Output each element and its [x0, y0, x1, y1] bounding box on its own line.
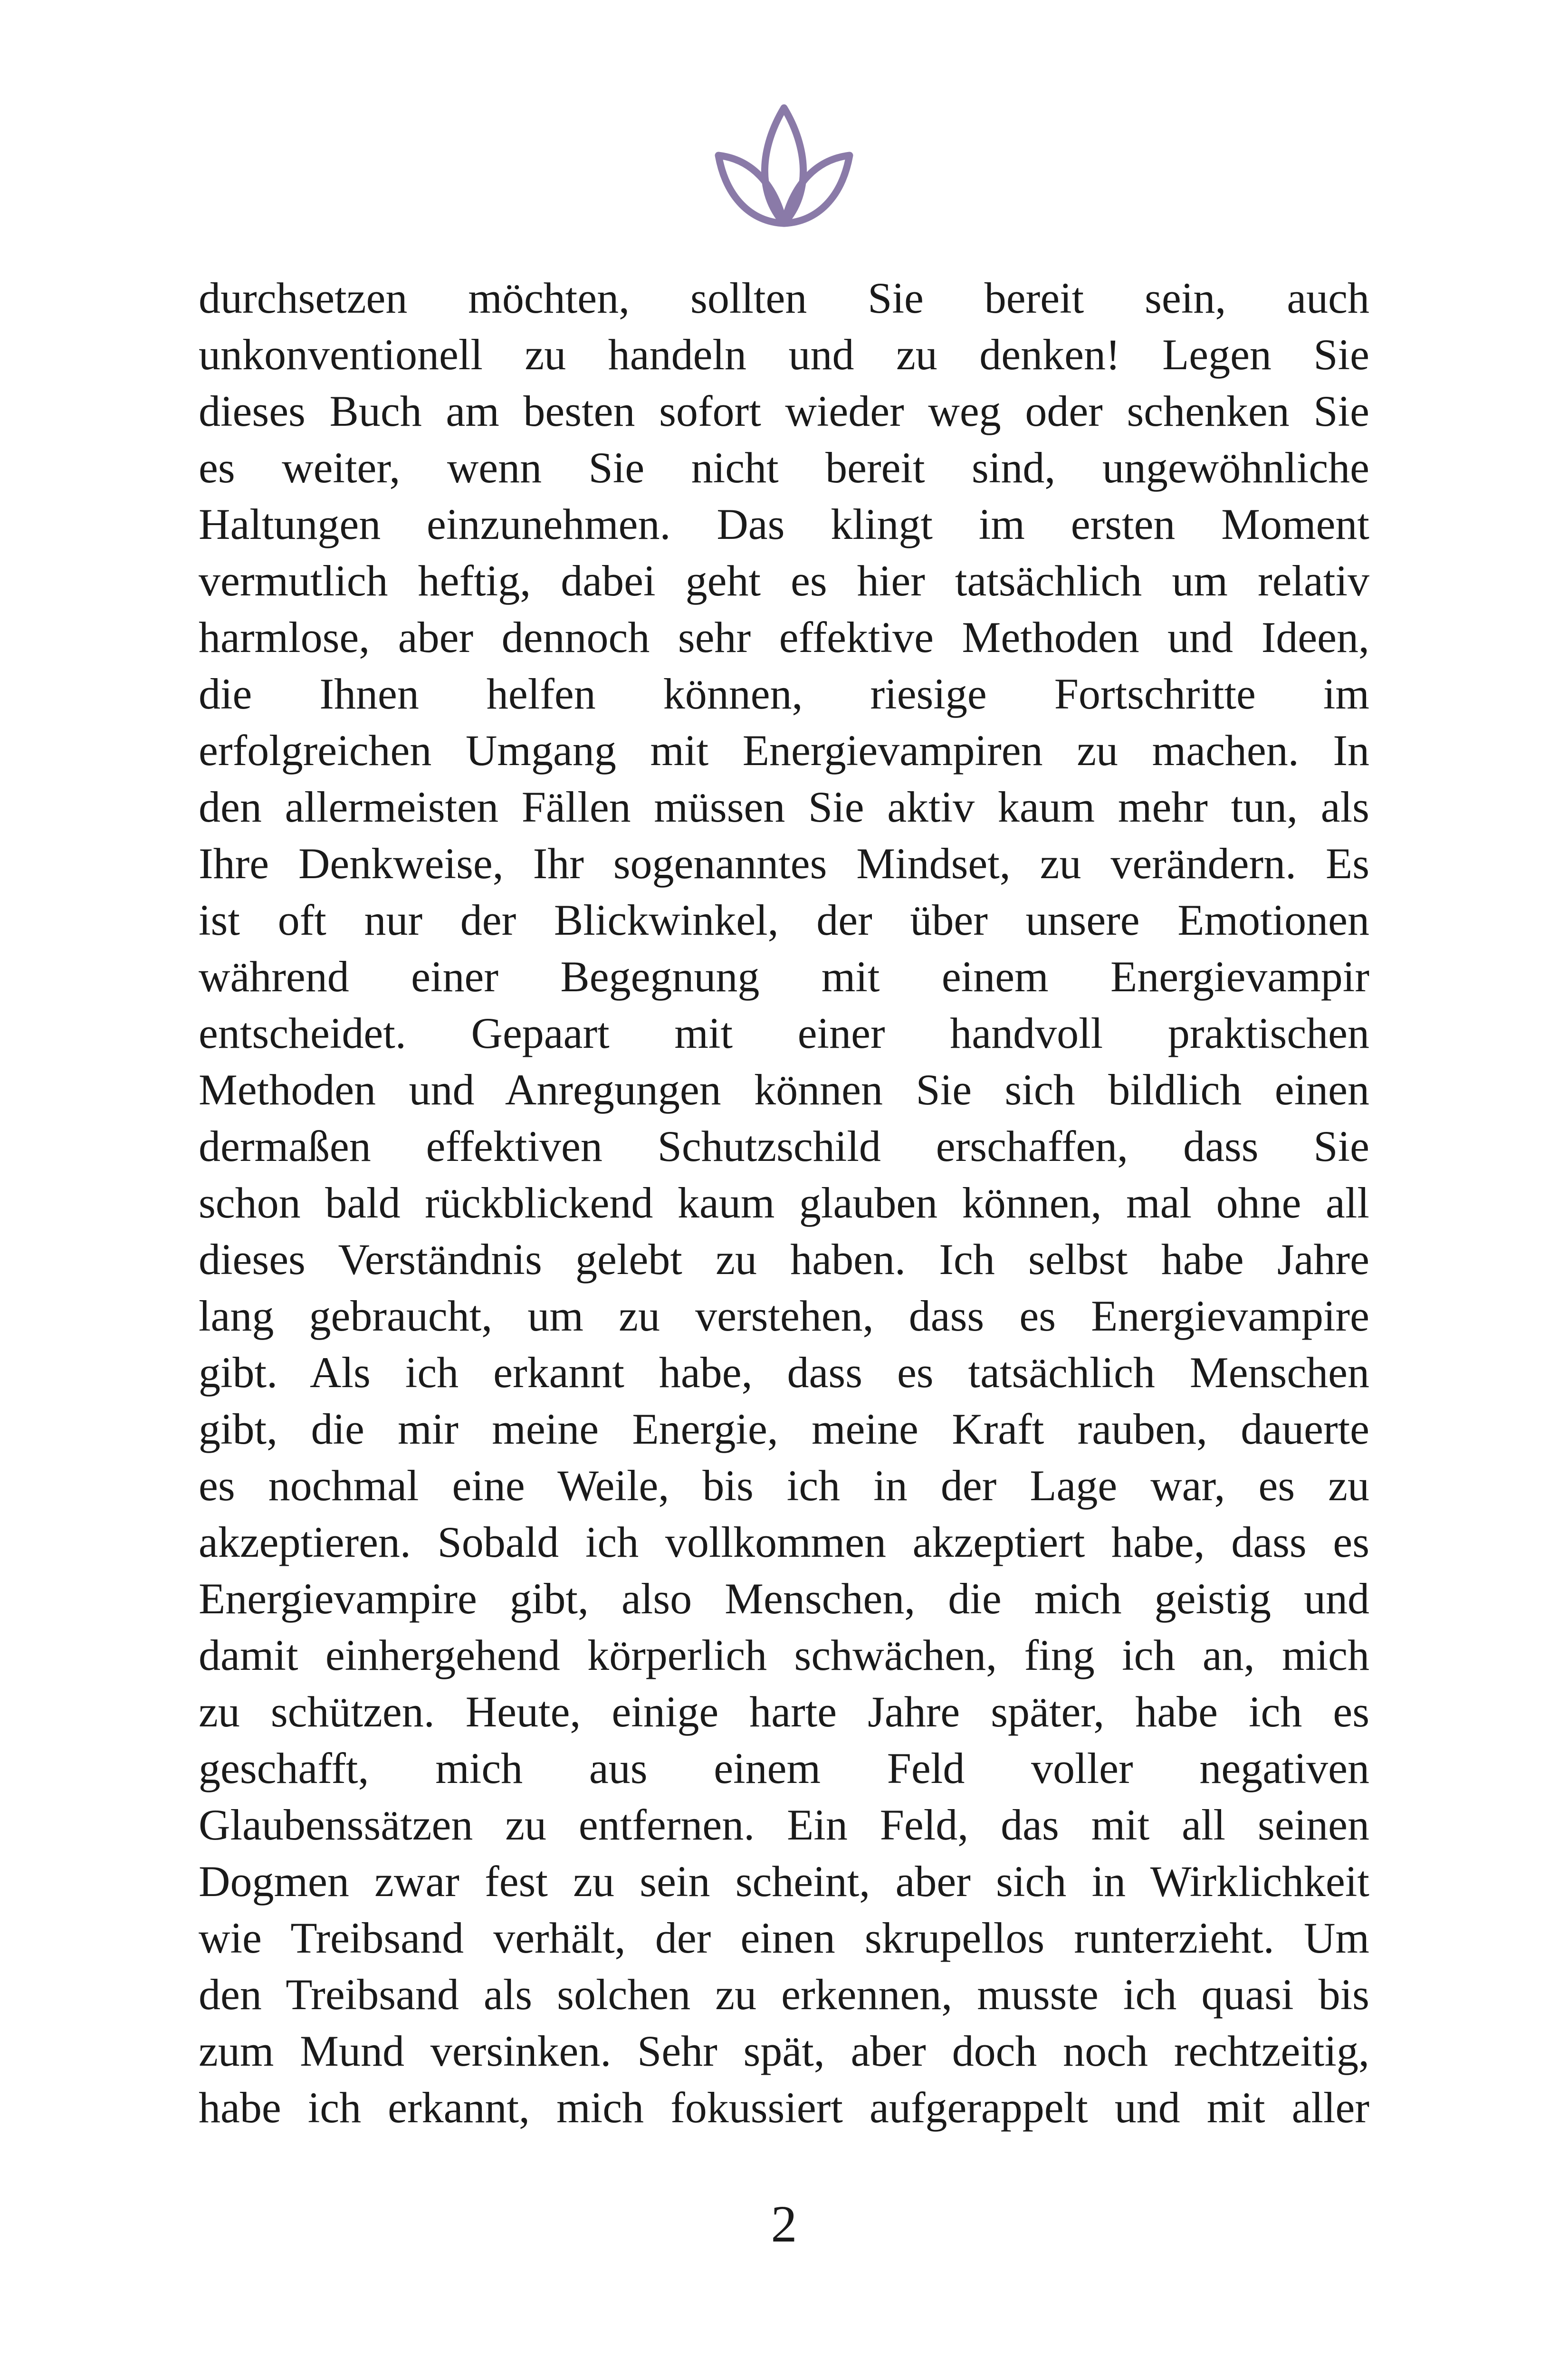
text-line: Dogmen zwar fest zu sein scheint, aber sich in Wirklichkeit: [199, 1857, 1369, 1906]
text-line: dieses Buch am besten sofort wieder weg oder schenken Sie: [199, 387, 1369, 435]
text-line: den Treibsand als solchen zu erkennen, musste ich quasi bis: [199, 1970, 1369, 2019]
text-line: damit einhergehend körperlich schwächen, fing ich an, mich: [199, 1631, 1369, 1679]
text-line: harmlose, aber dennoch sehr effektive Methoden und Ideen,: [199, 613, 1369, 661]
text-line: ist oft nur der Blickwinkel, der über unsere Emotionen: [199, 896, 1369, 944]
page-number: 2: [771, 2195, 797, 2253]
text-line: habe ich erkannt, mich fokussiert aufgerappelt und mit aller: [199, 2083, 1369, 2132]
lotus-icon: [713, 102, 855, 230]
text-line: akzeptieren. Sobald ich vollkommen akzeptiert habe, dass es: [199, 1518, 1369, 1566]
text-line: es nochmal eine Weile, bis ich in der Lage war, es zu: [199, 1461, 1369, 1510]
text-line: geschafft, mich aus einem Feld voller negativen: [199, 1744, 1369, 1792]
text-line: die Ihnen helfen können, riesige Fortschritte im: [199, 670, 1369, 718]
text-line: erfolgreichen Umgang mit Energievampiren zu machen. In: [199, 726, 1369, 775]
text-line: den allermeisten Fällen müssen Sie aktiv kaum mehr tun, als: [199, 783, 1369, 831]
text-line: unkonventionell zu handeln und zu denken! Legen Sie: [199, 330, 1369, 379]
text-line: wie Treibsand verhält, der einen skrupellos runterzieht. Um: [199, 1914, 1369, 1962]
text-line: es weiter, wenn Sie nicht bereit sind, ungewöhnliche: [199, 443, 1369, 492]
text-line: dermaßen effektiven Schutzschild erschaffen, dass Sie: [199, 1122, 1369, 1170]
text-line: Methoden und Anregungen können Sie sich bildlich einen: [199, 1065, 1369, 1114]
text-line: gibt. Als ich erkannt habe, dass es tatsächlich Menschen: [199, 1348, 1369, 1397]
text-line: lang gebraucht, um zu verstehen, dass es Energievampire: [199, 1292, 1369, 1340]
text-line: vermutlich heftig, dabei geht es hier tatsächlich um relativ: [199, 556, 1369, 605]
text-line: entscheidet. Gepaart mit einer handvoll praktischen: [199, 1009, 1369, 1057]
text-line: zum Mund versinken. Sehr spät, aber doch noch rechtzeitig,: [199, 2027, 1369, 2075]
text-line: dieses Verständnis gelebt zu haben. Ich selbst habe Jahre: [199, 1235, 1369, 1284]
text-line: während einer Begegnung mit einem Energievampir: [199, 952, 1369, 1001]
text-line: Glaubenssätzen zu entfernen. Ein Feld, das mit all seinen: [199, 1801, 1369, 1849]
text-line: schon bald rückblickend kaum glauben können, mal ohne all: [199, 1178, 1369, 1227]
body-text: [199, 270, 1369, 2136]
text-line: gibt, die mir meine Energie, meine Kraft rauben, dauerte: [199, 1405, 1369, 1453]
text-line: Haltungen einzunehmen. Das klingt im ersten Moment: [199, 500, 1369, 548]
text-line: durchsetzen möchten, sollten Sie bereit sein, auch: [199, 274, 1369, 322]
text-line: zu schützen. Heute, einige harte Jahre später, habe ich es: [199, 1687, 1369, 1736]
text-line: Ihre Denkweise, Ihr sogenanntes Mindset, zu verändern. Es: [199, 839, 1369, 888]
text-line: Energievampire gibt, also Menschen, die mich geistig und: [199, 1574, 1369, 1623]
